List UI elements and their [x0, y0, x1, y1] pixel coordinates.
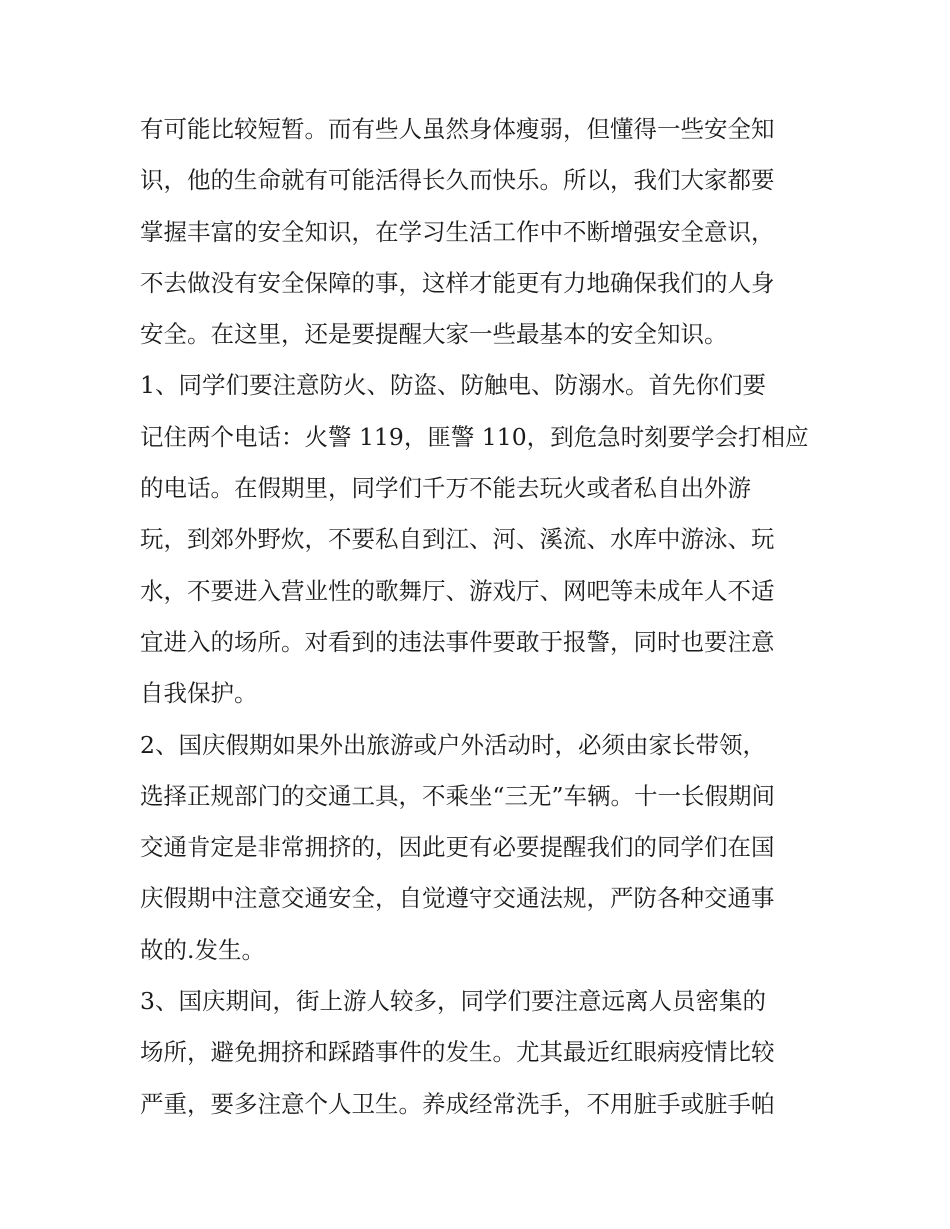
text-line: 场所，避免拥挤和踩踏事件的发生。尤其最近红眼病疫情比较 — [140, 1038, 775, 1067]
text-line: 玩，到郊外野炊，不要私自到江、河、溪流、水库中游泳、玩 — [140, 525, 775, 554]
text-line: 选择正规部门的交通工具，不乘坐“三无”车辆。十一长假期间 — [140, 781, 776, 810]
text-line: 庆假期中注意交通安全，自觉遵守交通法规，严防各种交通事 — [140, 884, 775, 913]
text-line: 记住两个电话：火警 119，匪警 110，到危急时刻要学会打相应 — [140, 422, 809, 451]
text-line: 严重，要多注意个人卫生。养成经常洗手，不用脏手或脏手帕 — [140, 1089, 775, 1118]
text-line: 1、同学们要注意防火、防盗、防触电、防溺水。首先你们要 — [140, 371, 766, 400]
text-line: 水，不要进入营业性的歌舞厅、游戏厅、网吧等未成年人不适 — [140, 576, 775, 605]
body-text — [140, 104, 820, 1130]
text-line: 有可能比较短暂。而有些人虽然身体瘦弱，但懂得一些安全知 — [140, 115, 775, 143]
text-line: 安全。在这里，还是要提醒大家一些最基本的安全知识。 — [140, 320, 728, 349]
text-line: 不去做没有安全保障的事，这样才能更有力地确保我们的人身 — [140, 268, 775, 297]
text-line: 的电话。在假期里，同学们千万不能去玩火或者私自出外游 — [140, 474, 751, 503]
text-line: 故的.发生。 — [140, 935, 265, 964]
text-line: 3、国庆期间，街上游人较多，同学们要注意远离人员密集的 — [140, 987, 766, 1016]
text-line: 识，他的生命就有可能活得长久而快乐。所以，我们大家都要 — [140, 166, 775, 195]
text-line: 自我保护。 — [140, 679, 258, 708]
text-line: 宜进入的场所。对看到的违法事件要敢于报警，同时也要注意 — [140, 627, 775, 656]
text-line: 2、国庆假期如果外出旅游或户外活动时，必须由家长带领， — [140, 730, 766, 759]
text-line: 交通肯定是非常拥挤的，因此更有必要提醒我们的同学们在国 — [140, 833, 775, 862]
text-line: 掌握丰富的安全知识，在学习生活工作中不断增强安全意识， — [140, 217, 775, 246]
